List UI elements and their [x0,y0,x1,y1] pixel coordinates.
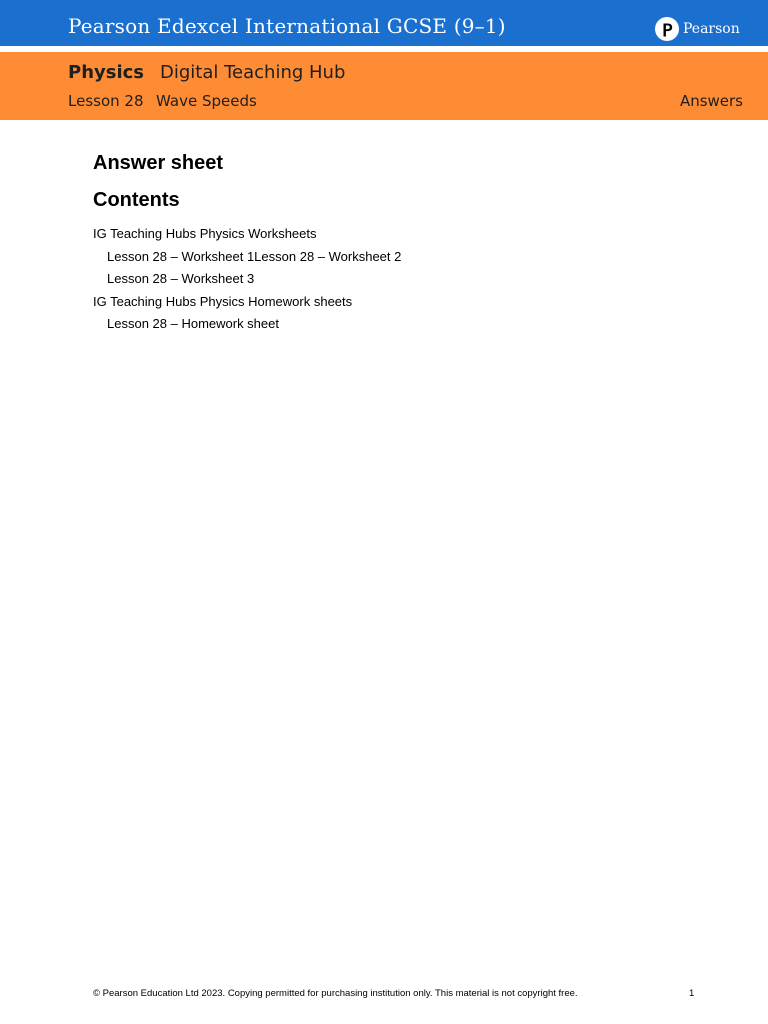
toc-entry-worksheets[interactable]: IG Teaching Hubs Physics Worksheets [93,226,317,241]
hub-label: Digital Teaching Hub [160,62,346,83]
pearson-p-logo-icon [655,17,679,41]
lesson-topic: Wave Speeds [156,92,257,110]
toc-entry-homework-sheet[interactable]: Lesson 28 – Homework sheet [107,316,279,331]
page-number: 1 [689,988,695,999]
toc-entry-homework-sheets[interactable]: IG Teaching Hubs Physics Homework sheets [93,293,353,309]
pearson-logo [655,16,740,42]
logo-wordmark: Pearson [683,21,740,37]
subject-banner [0,52,768,120]
contents-heading: Contents [93,189,180,211]
toc-entry-worksheet-3[interactable]: Lesson 28 – Worksheet 3 [107,271,255,286]
subject-label: Physics [68,62,145,83]
qualification-title: Pearson Edexcel International GCSE (9–1) [68,14,506,38]
table-of-contents [93,226,693,339]
top-header-bar [0,0,768,46]
lesson-number: Lesson 28 [68,92,144,110]
toc-entry-worksheet-1-2[interactable]: Lesson 28 – Worksheet 1Lesson 28 – Worksheet 2 [107,248,402,264]
copyright-footer: © Pearson Education Ltd 2023. Copying permitted for purchasing institution only. This material is not copyright free. [93,988,578,999]
section-label: Answers [679,92,743,110]
document-title: Answer sheet [93,152,224,174]
